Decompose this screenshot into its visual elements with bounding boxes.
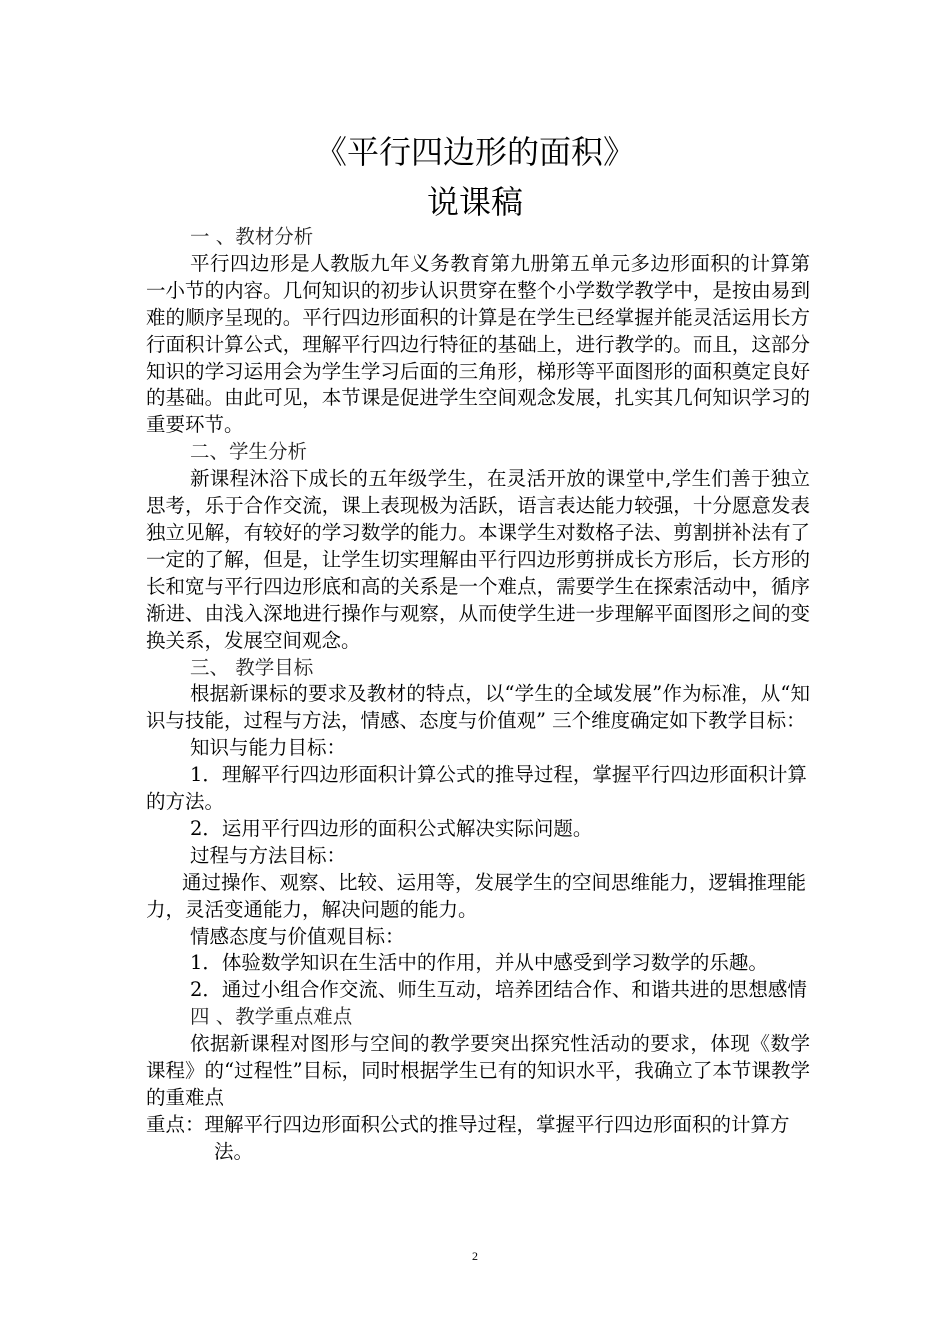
knowledge-goal-1: 1．理解平行四边形面积计算公式的推导过程，掌握平行四边形面积计算的方法。 (146, 763, 807, 814)
knowledge-goal-label: 知识与能力目标： (190, 736, 347, 760)
section-1-paragraph: 平行四边形是人教版九年义务教育第九册第五单元多边形面积的计算第一小节的内容。几何知识的初步认识贯穿在整个小学数学教学中，是按由易到难的顺序呈现的。平行四边形面积的计算是在学生已经掌握并能灵活运用长方行面积计算公式，理解平行四边行特征的基础上，进行教学的。而且，这部分知识的学习运用会为学生学习后面的三角形，梯形等平面图形的面积奠定良好的基础。由此可见，本节课是促进学生空间观念发展，扎实其几何知识学习的重要环节。 (146, 251, 810, 437)
section-heading-3: 三、 教学目标 (190, 655, 314, 679)
section-4-paragraph: 依据新课程对图形与空间的教学要突出探究性活动的要求，体现《数学课程》的“过程性”目标，同时根据学生已有的知识水平，我确立了本节课教学的重难点 (146, 1032, 810, 1109)
document-subtitle: 说课稿 (426, 183, 523, 221)
process-goal-text: 通过操作、观察、比较、运用等，发展学生的空间思维能力，逻辑推理能力，灵活变通能力，解决问题的能力。 (146, 870, 807, 921)
emotion-goal-label: 情感态度与价值观目标： (190, 924, 405, 948)
emotion-goal-1: 1．体验数学知识在生活中的作用，并从中感受到学习数学的乐趣。 (190, 951, 768, 975)
process-goal-label: 过程与方法目标： (190, 843, 347, 867)
knowledge-goal-2: 2．运用平行四边形的面积公式解决实际问题。 (190, 816, 593, 840)
emotion-goal-2: 2．通过小组合作交流、师生互动，培养团结合作、和谐共进的思想感情 (190, 978, 807, 1002)
section-heading-1: 一 、教材分析 (190, 225, 314, 248)
section-3-paragraph: 根据新课标的要求及教材的特点，以“学生的全域发展”作为标准，从“知识与技能，过程与方法，情感、态度与价值观” 三个维度确定如下教学目标： (146, 682, 810, 733)
document-body (146, 224, 810, 1166)
document-title: 《平行四边形的面积》 (314, 133, 635, 171)
section-2-paragraph: 新课程沐浴下成长的五年级学生，在灵活开放的课堂中,学生们善于独立思考，乐于合作交流，课上表现极为活跃，语言表达能力较强，十分愿意发表独立见解，有较好的学习数学的能力。本课学生对数格子法、剪割拼补法有了一定的了解，但是，让学生切实理解由平行四边形剪拼成长方形后，长方形的长和宽与平行四边形底和高的关系是一个难点，需要学生在探索活动中，循序渐进、由浅入深地进行操作与观察，从而使学生进一步理解平面图形之间的变换关系，发展空间观念。 (146, 467, 810, 652)
page-number: 2 (472, 1249, 478, 1263)
key-point-text: 重点：理解平行四边形面积公式的推导过程，掌握平行四边形面积的计算方法。 (146, 1112, 790, 1163)
section-heading-4: 四 、教学重点难点 (190, 1005, 353, 1029)
section-heading-2: 二、学生分析 (190, 440, 308, 464)
